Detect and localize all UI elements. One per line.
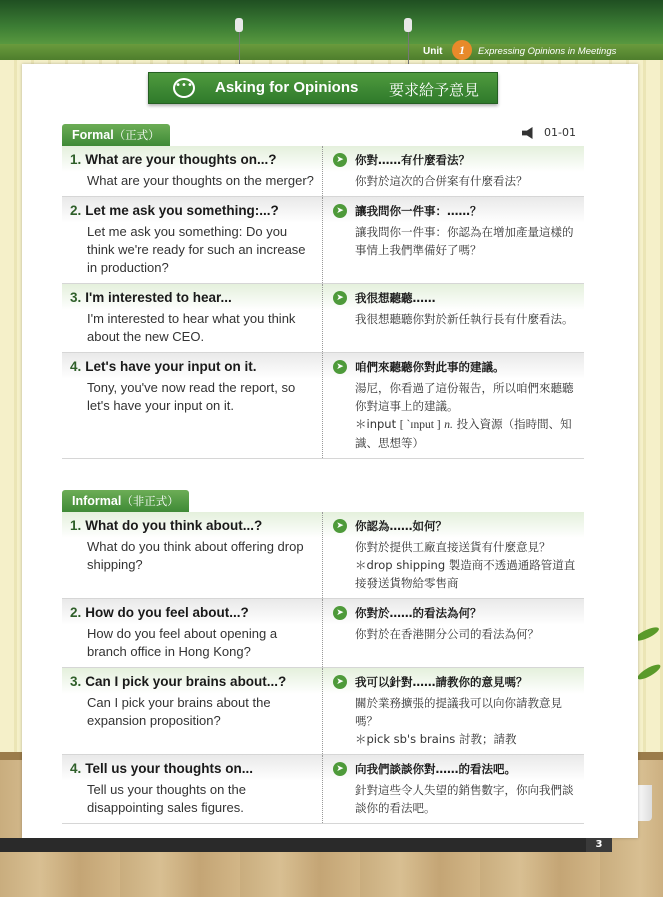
note-definition: 投入資源（指時間、知識、思想等） bbox=[355, 417, 572, 450]
list-item bbox=[62, 512, 584, 599]
example-zh: 你對於這次的合併案有什麼看法？ bbox=[355, 174, 528, 188]
list-item bbox=[62, 197, 584, 284]
phrase: Tell us your thoughts on... bbox=[85, 761, 254, 776]
phrase: What do you think about...? bbox=[85, 518, 263, 533]
unit-number-badge: 1 bbox=[452, 40, 472, 60]
pin-icon bbox=[235, 18, 243, 32]
item-number: 4. bbox=[70, 761, 82, 776]
note-definition: 製造商不透過通路管道直接發送貨物給零售商 bbox=[355, 558, 576, 590]
phrase: I'm interested to hear... bbox=[85, 290, 232, 305]
example-sentence: Tell us your thoughts on the disappointing sales figures. bbox=[87, 782, 246, 815]
banner-title: Asking for Opinions bbox=[215, 79, 359, 96]
audio-track[interactable] bbox=[522, 126, 576, 139]
arrow-right-icon: ➤ bbox=[333, 675, 347, 689]
example-zh: 關於業務擴張的提議我可以向你請教意見嗎？ bbox=[355, 696, 562, 728]
list-item bbox=[62, 755, 584, 824]
arrow-right-icon: ➤ bbox=[333, 291, 347, 305]
note-word: ＊drop shipping bbox=[355, 558, 446, 572]
example-zh: 我很想聽聽你對於新任執行長有什麼看法。 bbox=[355, 312, 574, 326]
board-bottom-edge bbox=[0, 838, 610, 852]
pin-icon bbox=[404, 18, 412, 32]
informal-section bbox=[62, 512, 584, 824]
speaker-icon[interactable] bbox=[522, 127, 536, 139]
arrow-right-icon: ➤ bbox=[333, 606, 347, 620]
phrase: Let me ask you something:...? bbox=[85, 203, 279, 218]
list-item bbox=[62, 284, 584, 353]
formal-section bbox=[62, 146, 584, 459]
tab-formal-label-zh: （正式） bbox=[113, 128, 160, 142]
item-number: 2. bbox=[70, 605, 82, 620]
audio-track-number: 01-01 bbox=[544, 126, 576, 139]
example-sentence: I'm interested to hear what you think about the new CEO. bbox=[87, 311, 296, 344]
tab-informal bbox=[62, 490, 189, 512]
arrow-right-icon: ➤ bbox=[333, 360, 347, 374]
example-sentence: Tony, you've now read the report, so let's have your input on it. bbox=[87, 380, 296, 413]
phrase-zh: 我很想聽聽…… bbox=[355, 291, 436, 305]
item-number: 4. bbox=[70, 359, 82, 374]
tab-informal-label: Informal bbox=[72, 494, 122, 508]
unit-title: Expressing Opinions in Meetings bbox=[478, 46, 617, 57]
tab-formal bbox=[62, 124, 170, 146]
list-item bbox=[62, 146, 584, 197]
item-number: 3. bbox=[70, 674, 82, 689]
example-zh: 你對於提供工廠直接送貨有什麼意見？ bbox=[355, 540, 551, 554]
vocab-note bbox=[333, 730, 576, 748]
tab-informal-label-zh: （非正式） bbox=[121, 494, 179, 508]
phrase: What are your thoughts on...? bbox=[85, 152, 277, 167]
vocab-note bbox=[333, 415, 576, 452]
arrow-right-icon: ➤ bbox=[333, 762, 347, 776]
list-item bbox=[62, 353, 584, 459]
example-sentence: Can I pick your brains about the expansion proposition? bbox=[87, 695, 271, 728]
phrase: Can I pick your brains about...? bbox=[85, 674, 287, 689]
phrase-zh: 咱們來聽聽你對此事的建議。 bbox=[355, 360, 505, 374]
phrase-zh: 讓我問你一件事：……？ bbox=[355, 204, 482, 218]
note-pos: n. bbox=[444, 419, 453, 431]
section-banner bbox=[148, 72, 498, 104]
item-number: 2. bbox=[70, 203, 82, 218]
phrase: Let's have your input on it. bbox=[85, 359, 257, 374]
arrow-right-icon: ➤ bbox=[333, 153, 347, 167]
list-item bbox=[62, 668, 584, 755]
phrase-zh: 你認為……如何？ bbox=[355, 519, 447, 533]
vocab-note bbox=[333, 556, 576, 592]
top-bar bbox=[0, 0, 663, 44]
example-sentence: What are your thoughts on the merger? bbox=[87, 173, 314, 188]
example-zh: 針對這些令人失望的銷售數字，你向我們談談你的看法吧。 bbox=[355, 783, 574, 815]
phrase-zh: 你對於……的看法為何？ bbox=[355, 606, 482, 620]
arrow-right-icon: ➤ bbox=[333, 204, 347, 218]
page-number: 3 bbox=[586, 838, 612, 852]
note-definition: 討教；請教 bbox=[458, 732, 517, 746]
list-item bbox=[62, 599, 584, 668]
note-word: ＊input bbox=[355, 417, 397, 431]
item-number: 1. bbox=[70, 518, 82, 533]
example-zh: 湯尼，你看過了這份報告，所以咱們來聽聽你對這事上的建議。 bbox=[355, 381, 574, 413]
phrase-zh: 你對……有什麼看法？ bbox=[355, 153, 470, 167]
example-sentence: Let me ask you something: Do you think we're ready for such an increase in production? bbox=[87, 224, 306, 275]
note-word: ＊pick sb's brains bbox=[355, 732, 456, 746]
example-sentence: What do you think about offering drop shipping? bbox=[87, 539, 304, 572]
tab-formal-label: Formal bbox=[72, 128, 114, 142]
phrase-zh: 我可以針對……請教你的意見嗎？ bbox=[355, 675, 528, 689]
phrase: How do you feel about...? bbox=[85, 605, 249, 620]
item-number: 3. bbox=[70, 290, 82, 305]
example-zh: 你對於在香港開分公司的看法為何？ bbox=[355, 627, 539, 641]
speech-bubble-icon: ••• bbox=[173, 78, 195, 98]
banner-title-zh: 要求給予意見 bbox=[389, 81, 480, 99]
phrase-zh: 向我們談談你對……的看法吧。 bbox=[355, 762, 516, 776]
note-ipa: [ ˋɪnput ] bbox=[399, 419, 441, 431]
unit-label: Unit bbox=[423, 46, 443, 57]
example-sentence: How do you feel about opening a branch office in Hong Kong? bbox=[87, 626, 278, 659]
example-zh: 讓我問你一件事：你認為在增加產量這樣的事情上我們準備好了嗎？ bbox=[355, 225, 574, 257]
arrow-right-icon: ➤ bbox=[333, 519, 347, 533]
item-number: 1. bbox=[70, 152, 82, 167]
